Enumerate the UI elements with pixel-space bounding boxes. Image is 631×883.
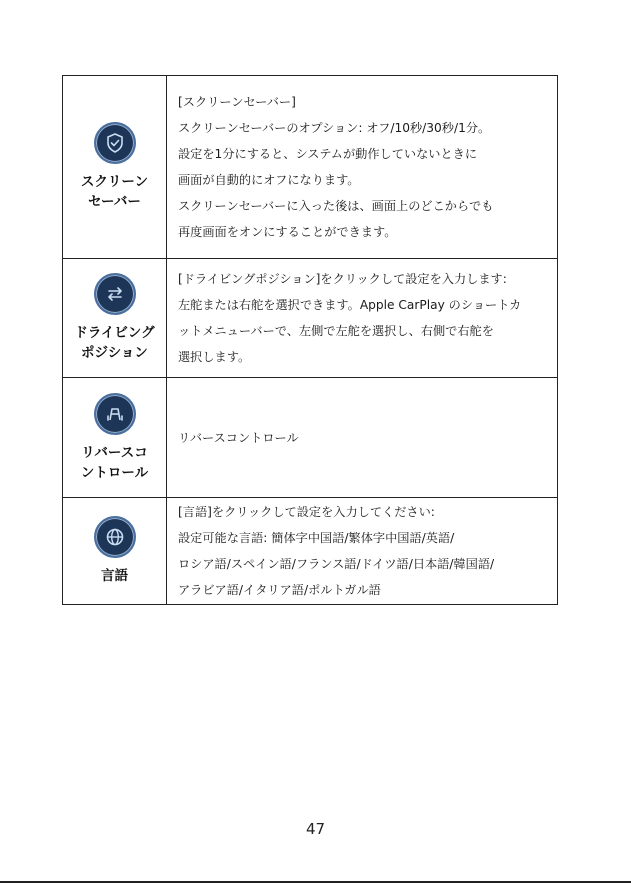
row-label (101, 566, 128, 586)
description-line: 設定可能な言語: 簡体字中国語/繁体字中国語/英語/ (178, 531, 455, 545)
row-description (167, 378, 557, 497)
description-line: [スクリーンセーバー] (178, 95, 296, 109)
row-heading-cell (63, 259, 167, 377)
row-label-line: 言語 (101, 568, 128, 584)
description-line: 選択します。 (178, 350, 251, 364)
row-label-line: ドライビング (74, 325, 155, 341)
swap-arrows-icon (94, 273, 136, 315)
row-heading-cell (63, 378, 167, 497)
page-number: 47 (305, 820, 326, 838)
table-row-screensaver (63, 76, 557, 258)
description-line: リバースコントロール (178, 430, 299, 445)
table-row-driving-position (63, 258, 557, 377)
reverse-camera-icon (94, 393, 136, 435)
row-label (74, 323, 154, 363)
row-heading-cell (63, 76, 167, 258)
description-line: [ドライビングポジション]をクリックして設定を入力します: (178, 272, 507, 286)
row-label-line: スクリーン (80, 174, 149, 190)
shield-check-icon (94, 122, 136, 164)
bottom-divider (0, 881, 631, 883)
description-line: [言語]をクリックして設定を入力してください: (178, 505, 435, 519)
description-line: 画面が自動的にオフになります。 (178, 173, 360, 187)
settings-table (62, 75, 558, 605)
row-label-line: セーバー (88, 194, 141, 210)
row-description (167, 76, 557, 258)
description-line: スクリーンセーバーに入った後は、画面上のどこからでも (178, 199, 494, 213)
table-row-reverse-control (63, 377, 557, 497)
description-line: 左舵または右舵を選択できます。Apple CarPlay のショートカ (178, 298, 522, 312)
description-line: アラビア語/イタリア語/ポルトガル語 (178, 583, 381, 597)
row-description (167, 498, 557, 604)
row-label-line: ントロール (80, 464, 149, 481)
description-line: 設定を1分にすると、システムが動作していないときに (178, 147, 478, 161)
globe-icon (94, 516, 136, 558)
description-line: ットメニューバーで、左側で左舵を選択し、右側で右舵を (178, 324, 494, 338)
row-label-line: リバースコ (81, 444, 148, 461)
description-line: 再度画面をオンにすることができます。 (178, 225, 397, 239)
description-line: スクリーンセーバーのオプション: オフ/10秒/30秒/1分。 (178, 121, 491, 135)
row-label (81, 443, 148, 483)
description-line: ロシア語/スペイン語/フランス語/ドイツ語/日本語/韓国語/ (178, 557, 495, 571)
row-description (167, 259, 557, 377)
row-label-line: ポジション (81, 345, 148, 361)
table-row-language (63, 497, 557, 604)
row-label (81, 172, 148, 212)
row-heading-cell (63, 498, 167, 604)
